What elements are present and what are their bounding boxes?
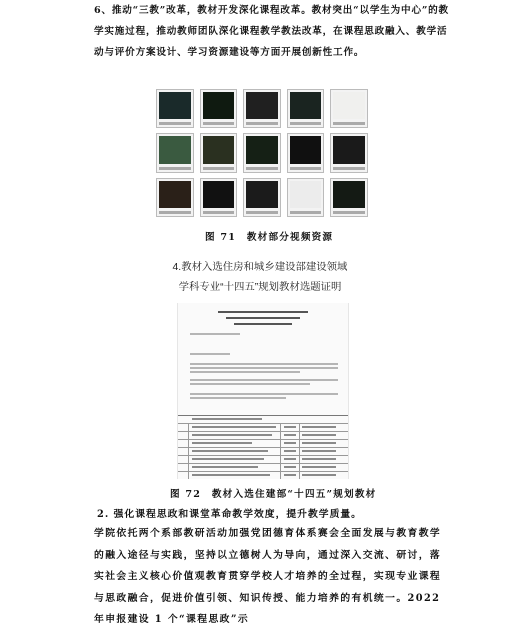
thumbnail-caption-bar [290,167,322,170]
video-thumbnail [243,89,281,128]
doc-table-cell [192,466,258,468]
video-thumbnail [156,178,194,217]
thumbnail-screen [290,92,322,119]
doc-table-cell [302,426,336,428]
doc-table-cell [192,450,268,452]
video-thumbnail [200,133,238,172]
thumbnail-caption-bar [246,167,278,170]
thumbnail-caption-bar [159,122,191,125]
video-thumbnail [287,133,325,172]
video-thumbnail [330,133,368,172]
doc-text-line [190,383,310,385]
doc-title-line [218,311,308,313]
doc-table-row [178,472,348,479]
doc-title-line [226,317,300,319]
doc-table-cell [192,442,252,444]
doc-table-cell [284,426,296,428]
thumbnail-screen [203,92,235,119]
video-thumbnail [156,133,194,172]
doc-table-cell [192,418,262,420]
doc-table-row [178,464,348,472]
doc-table-cell [284,458,296,460]
doc-table-cell [302,434,336,436]
doc-text-line [190,379,338,381]
thumbnail-caption-bar [290,211,322,214]
video-resources-figure [156,89,368,217]
thumbnail-caption-bar [246,211,278,214]
doc-table-cell [302,474,336,476]
doc-table-cell [284,450,296,452]
thumbnail-caption-bar [203,211,235,214]
section-heading-line-2: 学科专业“十四五”规划教材选题证明 [178,282,342,293]
certificate-document-image [177,303,349,479]
thumbnail-screen [246,136,278,163]
doc-table-cell [192,434,272,436]
thumbnail-screen [159,92,191,119]
thumbnail-caption-bar [203,167,235,170]
doc-text-line [190,397,286,399]
doc-table-row [178,424,348,432]
doc-text-line [190,371,300,373]
intro-paragraph [70,0,450,63]
thumbnail-screen [246,92,278,119]
video-thumbnail [200,89,238,128]
doc-text-line [190,363,338,365]
doc-table-divider [188,423,189,479]
doc-table-cell [192,474,270,476]
section-title: 2. 强化课程思政和课堂革命教学效度，提升教学质量。 [97,509,362,520]
thumbnail-caption-bar [159,211,191,214]
intro-paragraph-text: 6、推动“三教”改革，教材开发深化课程改革。教材突出“以学生为中心”的教学实施过程，推动教师团队深化课程教学教法改革，在课程思政融入、教学活动与评价方案设计、学习资源建设等方面开展创新性工作。 [94,5,449,58]
doc-table-row [178,440,348,448]
doc-table-cell [284,442,296,444]
doc-text-line [190,393,338,395]
thumbnail-caption-bar [246,122,278,125]
body-paragraph-text: 学院依托两个系部教研活动加强党团德育体系赛会全面发展与教育教学的融入途径与实践，坚持以立德树人为导向，通过深入交流、研讨，落实社会主义核心价值观教育贯穿学校人才培养的全过程，实现专业课程与思政融合，促进价值引领、知识传授、能力培养的有机统一。2022 年申报建设 1 个“课程思政”示 [94,528,442,625]
figure-71-caption: 图 71 教材部分视频资源 [205,232,334,243]
doc-table-row [178,416,348,424]
video-thumbnail [287,89,325,128]
doc-table [178,415,348,479]
doc-table-cell [302,458,336,460]
thumbnail-caption-bar [333,211,365,214]
thumbnail-screen [333,92,365,119]
doc-table-divider [280,423,281,479]
doc-title-line [234,323,292,325]
video-thumbnail [200,178,238,217]
thumbnail-screen [203,136,235,163]
doc-table-row [178,456,348,464]
thumbnail-screen [290,181,322,208]
video-thumbnail [330,89,368,128]
doc-table-cell [284,434,296,436]
thumbnail-screen [333,136,365,163]
video-thumbnail [287,178,325,217]
thumbnail-screen [159,181,191,208]
doc-table-cell [302,450,336,452]
figure-72-caption: 图 72 教材入选住建部“十四五”规划教材 [170,489,377,500]
doc-text-line [190,353,230,355]
body-paragraph [70,523,450,631]
doc-text-line [190,333,240,335]
section-heading-line-1: 4.教材入选住房和城乡建设部建设领域 [172,262,348,273]
thumbnail-caption-bar [290,122,322,125]
thumbnail-screen [246,181,278,208]
doc-table-cell [192,426,276,428]
thumbnail-screen [159,136,191,163]
doc-table-cell [302,442,336,444]
thumbnail-caption-bar [333,122,365,125]
video-thumbnail [156,89,194,128]
thumbnail-screen [333,181,365,208]
doc-table-row [178,432,348,440]
doc-table-cell [192,458,264,460]
doc-table-divider [299,423,300,479]
video-thumbnail [243,178,281,217]
doc-table-cell [284,474,296,476]
thumbnail-screen [290,136,322,163]
thumbnail-caption-bar [333,167,365,170]
thumbnail-caption-bar [159,167,191,170]
doc-table-cell [284,466,296,468]
thumbnail-caption-bar [203,122,235,125]
video-thumbnail [330,178,368,217]
doc-text-line [190,367,338,369]
doc-table-row [178,448,348,456]
doc-table-cell [302,466,336,468]
video-thumbnail [243,133,281,172]
thumbnail-screen [203,181,235,208]
